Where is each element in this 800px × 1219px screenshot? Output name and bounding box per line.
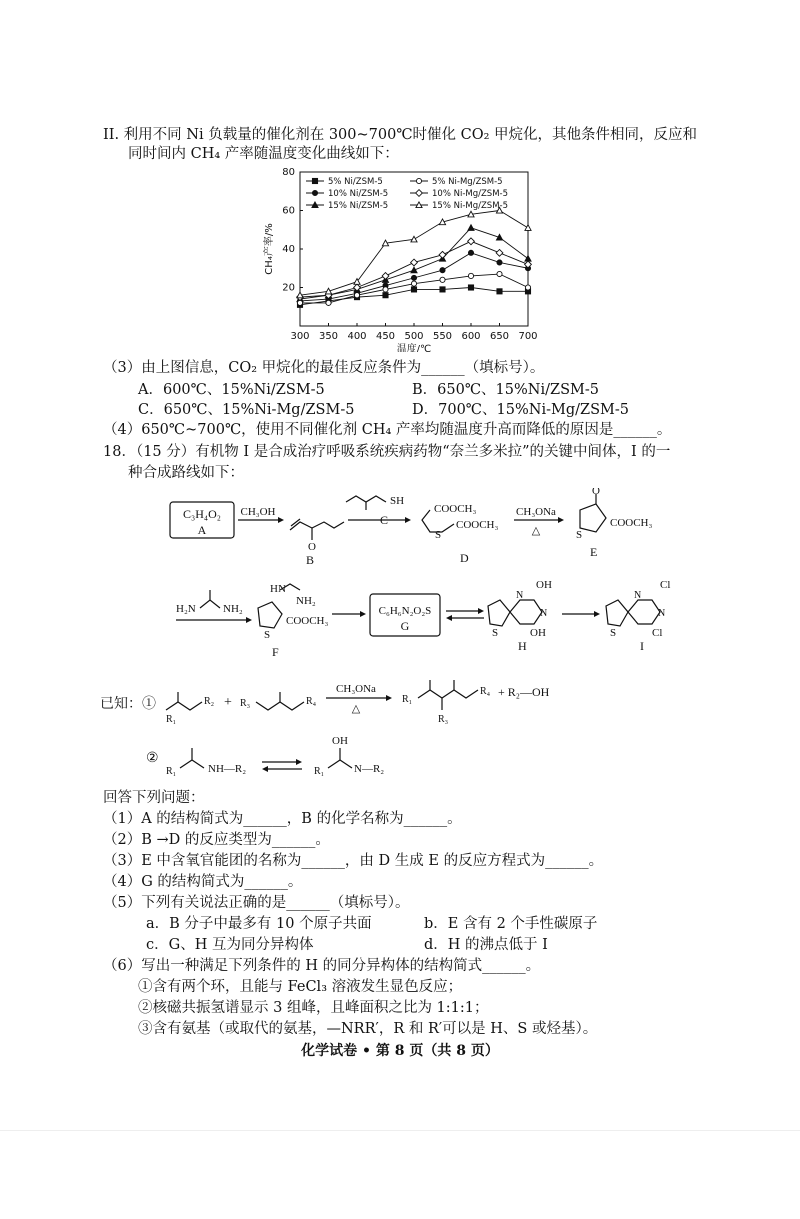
legend-label: 10% Ni/ZSM-5 [328, 189, 389, 199]
data-point [411, 259, 418, 266]
legend-entry [306, 201, 388, 211]
page-footer: 化学试卷 • 第 8 页（共 8 页） [301, 1043, 499, 1059]
q18-line2: 种合成路线如下： [128, 465, 244, 481]
answers-q6: （6）写出一种满足下列条件的 H 的同分异构体的结构简式______。 [103, 958, 541, 974]
answers-q5b: b．E 含有 2 个手性碳原子 [424, 916, 598, 932]
compound-h-label: H [518, 639, 527, 653]
known1-plus: + [224, 695, 232, 710]
bottom-divider [0, 1130, 800, 1131]
data-point [468, 238, 475, 245]
compound-h-oh1: OH [536, 579, 552, 591]
data-point [439, 251, 446, 258]
q3-option-a: A．600℃、15%Ni/ZSM-5 [138, 382, 325, 398]
compound-f-ring [258, 602, 282, 628]
series-1 [297, 285, 530, 308]
known1-product-r4: R₄ [480, 686, 491, 697]
compound-a-formula: C₃H₄O₂ [183, 507, 221, 521]
legend-entry [306, 177, 383, 187]
compound-b-skeleton [290, 522, 344, 530]
compound-i-fused-ring [606, 600, 628, 626]
series-2 [297, 250, 530, 303]
answers-q5a: a．B 分子中最多有 10 个原子共面 [146, 916, 372, 932]
compound-b-o: O [308, 541, 316, 553]
compound-i-n2: N [658, 608, 666, 619]
compound-h-oh2: OH [530, 627, 546, 639]
legend-entry [410, 189, 508, 199]
data-point [497, 271, 502, 276]
data-point [525, 225, 531, 231]
compound-h-n2: N [540, 608, 548, 619]
data-point [325, 288, 331, 294]
chart-series [297, 207, 532, 307]
compound-i-label: I [640, 639, 644, 653]
known2-r1: R₁ [166, 766, 177, 777]
known1-product-r3: R₃ [438, 714, 449, 725]
compound-i-cl2: Cl [652, 627, 663, 639]
section2-line1: II. 利用不同 Ni 负载量的催化剂在 300~700℃时催化 CO₂ 甲烷化，其他条件相同，反应和 [103, 127, 698, 143]
compound-i-s: S [610, 627, 617, 639]
compound-h-s: S [492, 627, 499, 639]
urea-skeleton [200, 600, 220, 608]
compound-e-s: S [576, 529, 583, 541]
compound-f-cooch3: COOCH₃ [286, 615, 329, 627]
data-point [468, 285, 473, 290]
answers-q6-cond3: ③含有氨基（或取代的氨基，—NRR′，R 和 R′可以是 H、S 或烃基）。 [138, 1021, 598, 1037]
compound-e-o: O [592, 488, 600, 497]
y-axis-label: CH₄产率/% [264, 223, 275, 275]
answers-q4: （4）G 的结构简式为______。 [103, 874, 303, 890]
x-tick-label: 450 [375, 331, 396, 342]
compound-h-n1: N [516, 590, 524, 601]
legend-marker [416, 178, 421, 183]
known1-ester2 [256, 702, 304, 710]
known1-r1: R₁ [166, 714, 177, 725]
q3-option-d: D．700℃、15%Ni-Mg/ZSM-5 [412, 402, 629, 418]
q4-stem: （4）650℃~700℃，使用不同催化剂 CH₄ 产率均随温度升高而降低的原因是______。 [103, 422, 672, 438]
answers-intro: 回答下列问题： [103, 790, 205, 806]
chart-legend [306, 177, 508, 211]
x-tick-label: 550 [432, 331, 453, 342]
known1-reagent: CH₃ONa [336, 683, 376, 695]
data-point [440, 268, 445, 273]
x-tick-label: 600 [461, 331, 481, 342]
known1-ester1 [166, 702, 202, 710]
legend-label: 10% Ni-Mg/ZSM-5 [432, 189, 509, 199]
synthesis-scheme [100, 488, 720, 788]
data-point [411, 287, 416, 292]
known1-byproduct: + R₂—OH [498, 685, 550, 699]
reagent-ch3oh: CH₃OH [240, 506, 276, 518]
data-point [440, 277, 445, 282]
ch4-yield-chart [262, 160, 542, 352]
known2-product-r1: R₁ [314, 766, 325, 777]
compound-d-s: S [435, 529, 442, 541]
data-point [411, 267, 417, 273]
compound-h-fused-ring [488, 600, 510, 626]
compound-i-cl1: Cl [660, 579, 671, 591]
legend-marker [416, 190, 423, 197]
legend-label: 15% Ni-Mg/ZSM-5 [432, 201, 509, 211]
known1-product-r1: R₁ [402, 694, 413, 705]
legend-label: 15% Ni/ZSM-5 [328, 201, 389, 211]
compound-f-s: S [264, 629, 271, 641]
compound-c-sh: SH [390, 495, 405, 507]
answers-q6-cond1: ①含有两个环，且能与 FeCl₃ 溶液发生显色反应； [138, 979, 463, 995]
y-tick-label: 60 [282, 205, 295, 217]
data-point [411, 275, 416, 280]
data-point [468, 250, 473, 255]
known1-r2: R₂ [204, 696, 215, 707]
known2-amide [180, 760, 204, 768]
data-point [354, 293, 359, 298]
urea-nh2: NH₂ [223, 603, 243, 615]
x-tick-label: 500 [404, 331, 424, 342]
known1-delta: △ [351, 703, 361, 715]
compound-c-label: C [380, 513, 389, 527]
compound-g-label: G [400, 619, 410, 633]
reagent-ch3ona: CH₃ONa [516, 506, 556, 518]
compound-f-nh2: NH₂ [296, 595, 316, 607]
known2-prefix: ② [146, 751, 159, 766]
reagent-delta: △ [531, 525, 541, 537]
y-tick-label: 40 [282, 244, 295, 255]
answers-q5c: c．G、H 互为同分异构体 [146, 937, 314, 953]
known2-nh-r2: NH—R₂ [208, 763, 247, 775]
answers-q2: （2）B →D 的反应类型为______。 [103, 832, 330, 848]
data-point [468, 273, 473, 278]
known-prefix: 已知：① [100, 697, 156, 712]
known2-imidic [328, 760, 352, 768]
legend-entry [410, 201, 508, 211]
known1-r4: R₄ [306, 696, 317, 707]
compound-f-hn: HN [270, 583, 286, 595]
legend-entry [410, 177, 503, 187]
data-point [383, 287, 388, 292]
answers-q3: （3）E 中含氧官能团的名称为______，由 D 生成 E 的反应方程式为______。 [103, 853, 604, 869]
data-point [496, 249, 503, 256]
data-point [468, 225, 474, 231]
compound-d-label: D [460, 551, 469, 565]
data-point [496, 234, 502, 240]
x-tick-label: 650 [489, 331, 510, 342]
compound-d-cooch3-2: COOCH₃ [456, 519, 499, 531]
legend-entry [306, 189, 388, 199]
q3-option-c: C．650℃、15%Ni-Mg/ZSM-5 [138, 402, 355, 418]
known1-product [418, 690, 478, 698]
data-point [326, 300, 331, 305]
answers-q1: （1）A 的结构简式为______，B 的化学名称为______。 [103, 811, 462, 827]
x-tick-label: 300 [290, 331, 310, 342]
data-point [497, 260, 502, 265]
section2-line2: 同时间内 CH₄ 产率随温度变化曲线如下： [128, 146, 399, 162]
data-point [383, 293, 388, 298]
x-tick-label: 700 [518, 331, 538, 342]
compound-b-label: B [305, 553, 315, 567]
compound-e-label: E [590, 545, 598, 559]
compound-f-label: F [272, 645, 279, 659]
q3-stem: （3）由上图信息，CO₂ 甲烷化的最佳反应条件为______（填标号）。 [103, 360, 545, 376]
data-point [382, 273, 389, 280]
data-point [411, 236, 417, 242]
data-point [411, 281, 416, 286]
answers-q5d: d．H 的沸点低于 I [424, 937, 548, 953]
data-point [525, 285, 530, 290]
known1-r3: R₃ [240, 698, 251, 709]
compound-g-formula: C₆H₆N₂O₂S [378, 605, 432, 617]
answers-q6-cond2: ②核磁共振氢谱显示 3 组峰，且峰面积之比为 1:1:1； [138, 1000, 489, 1016]
known2-oh: OH [332, 735, 348, 747]
y-tick-label: 80 [282, 167, 295, 178]
q18-line1: 18．（15 分）有机物 I 是合成治疗呼吸系统疾病药物“奈兰多米拉”的关键中间体，I 的一 [103, 444, 671, 460]
q3-option-b: B．650℃、15%Ni/ZSM-5 [412, 382, 599, 398]
y-tick-label: 20 [282, 282, 295, 294]
known2-n-r2: N—R₂ [354, 763, 385, 775]
data-point [497, 289, 502, 294]
compound-a-label: A [197, 523, 207, 537]
compound-d-cooch3-1: COOCH₃ [434, 503, 477, 515]
compound-e-ring [580, 504, 606, 532]
compound-c-skeleton [346, 496, 386, 502]
legend-label: 5% Ni-Mg/ZSM-5 [432, 177, 503, 187]
compound-i-n1: N [634, 590, 642, 601]
answers-q5: （5）下列有关说法正确的是______（填标号）。 [103, 895, 410, 911]
legend-marker [312, 190, 317, 195]
legend-label: 5% Ni/ZSM-5 [328, 177, 383, 187]
x-axis-label: 温度/℃ [396, 344, 432, 352]
data-point [440, 287, 445, 292]
x-tick-label: 400 [347, 331, 367, 342]
legend-marker [312, 178, 317, 183]
compound-e-cooch3: COOCH₃ [610, 517, 653, 529]
x-tick-label: 350 [318, 331, 339, 342]
urea-h2n: H₂N [176, 603, 196, 615]
